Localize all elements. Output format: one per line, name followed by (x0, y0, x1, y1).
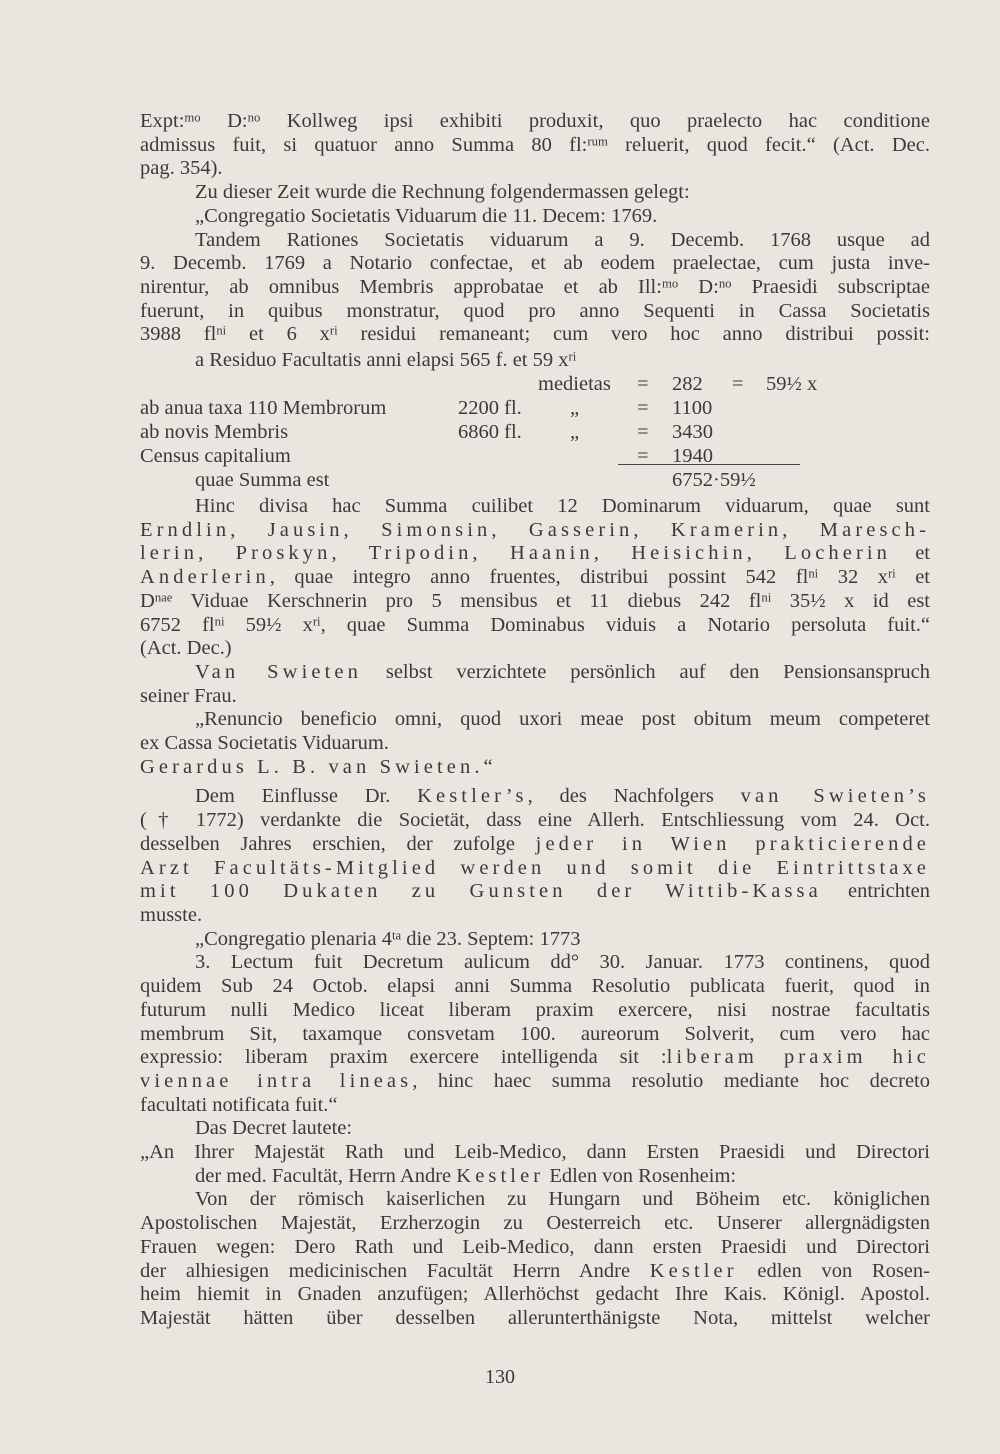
text-line: „An Ihrer Majestät Rath und Leib-Medico, dann Ersten Praesidi und Directori (140, 1141, 930, 1164)
text-line: Erndlin, Jausin, Simonsin, Gasserin, Kramerin, Maresch- (140, 518, 930, 541)
account-value: 282 (672, 373, 703, 396)
text-line: (Act. Dec.) (140, 637, 232, 660)
text-line: Apostolischen Majestät, Erzherzogin zu Oesterreich etc. Unserer allergnädigsten (140, 1212, 930, 1235)
paragraph: Zu dieser Zeit wurde die Rechnung folgendermassen gelegt: (195, 181, 690, 204)
text-line: ex Cassa Societatis Viduarum. (140, 732, 389, 755)
account-equals: = (637, 373, 649, 396)
account-amount: 2200 fl. (458, 397, 522, 420)
account-value: 3430 (672, 421, 713, 444)
text-line: lerin, Proskyn, Tripodin, Haanin, Heisichin, Locherin et (140, 542, 930, 565)
text-line: admissus fuit, si quatuor anno Summa 80 fl:$^{rum}$ reluerit, quod fecit.“ (Act. Dec. (140, 133, 930, 156)
text-line: Hinc divisa hac Summa cuilibet 12 Dominarum viduarum, quae sunt (195, 495, 930, 518)
text-line: mit 100 Dukaten zu Gunsten der Wittib-Kassa entrichten (140, 880, 930, 903)
account-value: 1100 (672, 397, 713, 420)
text-line: Arzt Facultäts-Mitglied werden und somit die Eintrittstaxe (140, 856, 930, 879)
text-line: futurum nulli Medico liceat liberam praxim exercere, nisi nostrae facultatis (140, 998, 930, 1021)
text-line: expressio: liberam praxim exercere intelligenda sit :liberam praxim hic (140, 1046, 930, 1069)
text-line: viennae intra lineas, hinc haec summa resolutio mediante hoc decreto (140, 1069, 930, 1092)
text-line: pag. 354). (140, 157, 223, 180)
account-label: ab novis Membris (140, 421, 289, 444)
account-label: Census capitalium (140, 445, 291, 468)
text-line: Dem Einflusse Dr. Kestler’s, des Nachfolgers van Swieten’s (195, 785, 930, 808)
text-line: fuerunt, in quibus monstratur, quod pro anno Sequenti in Cassa Societatis (140, 299, 930, 322)
sum-rule (618, 464, 800, 465)
text-line: membrum Sit, taxamque consvetam 100. aureorum Solverit, cum vero hac (140, 1022, 930, 1045)
account-label: medietas (538, 373, 611, 396)
text-line: „Renuncio beneficio omni, quod uxori meae post obitum meum competeret (195, 708, 930, 731)
account-equals: = (732, 373, 744, 396)
text-line: musste. (140, 903, 203, 926)
account-label: quae Summa est (195, 469, 330, 492)
account-equals: = (637, 421, 649, 444)
account-equals: = (637, 397, 649, 420)
signature: Gerardus L. B. van Swieten.“ (140, 755, 497, 778)
account-amount: 6860 fl. (458, 421, 522, 444)
text-line: facultati notificata fuit.“ (140, 1093, 338, 1116)
text-line: $D^{nae}$ Viduae Kerschnerin pro 5 mensibus et 11 diebus 242 $fl^{ni}$ 35½ x id est (140, 589, 931, 612)
text-line: Von der römisch kaiserlichen zu Hungarn und Böheim etc. königlichen (195, 1188, 930, 1211)
text-line: desselben Jahres erschien, der zufolge jeder in Wien prakticierende (140, 832, 930, 855)
ditto-mark: „ (570, 421, 580, 444)
ditto-mark: „ (570, 397, 580, 420)
text-line: der alhiesigen medicinischen Facultät Herrn Andre Kestler edlen von Rosen- (140, 1259, 930, 1282)
text-line: 3. Lectum fuit Decretum aulicum dd° 30. Januar. 1773 continens, quod (195, 951, 930, 974)
paragraph: „Congregatio Societatis Viduarum die 11. Decem: 1769. (195, 204, 658, 227)
text-line: Frauen wegen: Dero Rath und Leib-Medico, dann ersten Praesidi und Directori (140, 1235, 930, 1258)
account-label: ab anua taxa 110 Membrorum (140, 397, 387, 420)
text-line: 9. Decemb. 1769 a Notario confectae, et ab eodem praelectae, cum justa inve- (140, 252, 930, 275)
text-line: 3988 $fl^{ni}$ et 6 $x^{ri}$ residui remaneant; cum vero hoc anno distribui possit: (140, 323, 930, 346)
page-number: 130 (485, 1366, 515, 1388)
account-value: 59½ x (766, 373, 818, 396)
text-line: Van Swieten selbst verzichtete persönlich auf den Pensionsanspruch (195, 660, 930, 683)
text-line: quidem Sub 24 Octob. elapsi anni Summa Resolutio publicata fuerit, quod in (140, 975, 930, 998)
text-line: 6752 $fl^{ni}$ 59½ $x^{ri}$, quae Summa Dominabus viduis a Notario persoluta fuit.“ (140, 613, 930, 636)
text-line: Majestät hätten über desselben allerunterthänigste Nota, mittelst welcher (140, 1306, 930, 1329)
account-row-residuo: a Residuo Facultatis anni elapsi 565 f. et 59 $x^{ri}$ (195, 349, 577, 372)
account-table (140, 347, 930, 492)
account-equals: = (637, 445, 649, 468)
text-line: Expt:$^{mo}$ D:$^{no}$ Kollweg ipsi exhibiti produxit, quo praelecto hac conditione (140, 110, 931, 132)
account-total: 6752·59½ (672, 469, 756, 492)
text-line: heim hiemit in Gnaden anzufügen; Allerhöchst gedacht Ihre Kais. Königl. Apostol. (140, 1283, 930, 1306)
account-value: 1940 (672, 445, 713, 468)
body-text (140, 110, 930, 1331)
text-line: seiner Frau. (140, 684, 237, 707)
text-line: der med. Facultät, Herrn Andre Kestler Edlen von Rosenheim: (195, 1164, 737, 1187)
text-line: Anderlerin, quae integro anno fruentes, distribui possint 542 $fl^{ni}$ 32 $x^{ri}$ et (140, 566, 931, 589)
paragraph: Das Decret lautete: (195, 1117, 353, 1140)
text-line: Tandem Rationes Societatis viduarum a 9. Decemb. 1768 usque ad (195, 228, 930, 251)
text-line: († 1772) verdankte die Societät, dass eine Allerh. Entschliessung vom 24. Oct. (140, 809, 930, 832)
paragraph: „Congregatio plenaria $4^{ta}$ die 23. Septem: 1773 (195, 927, 581, 950)
text-line: nirentur, ab omnibus Membris approbatae et ab Ill:$^{mo}$ D:$^{no}$ Praesidi subscriptae (140, 275, 931, 298)
